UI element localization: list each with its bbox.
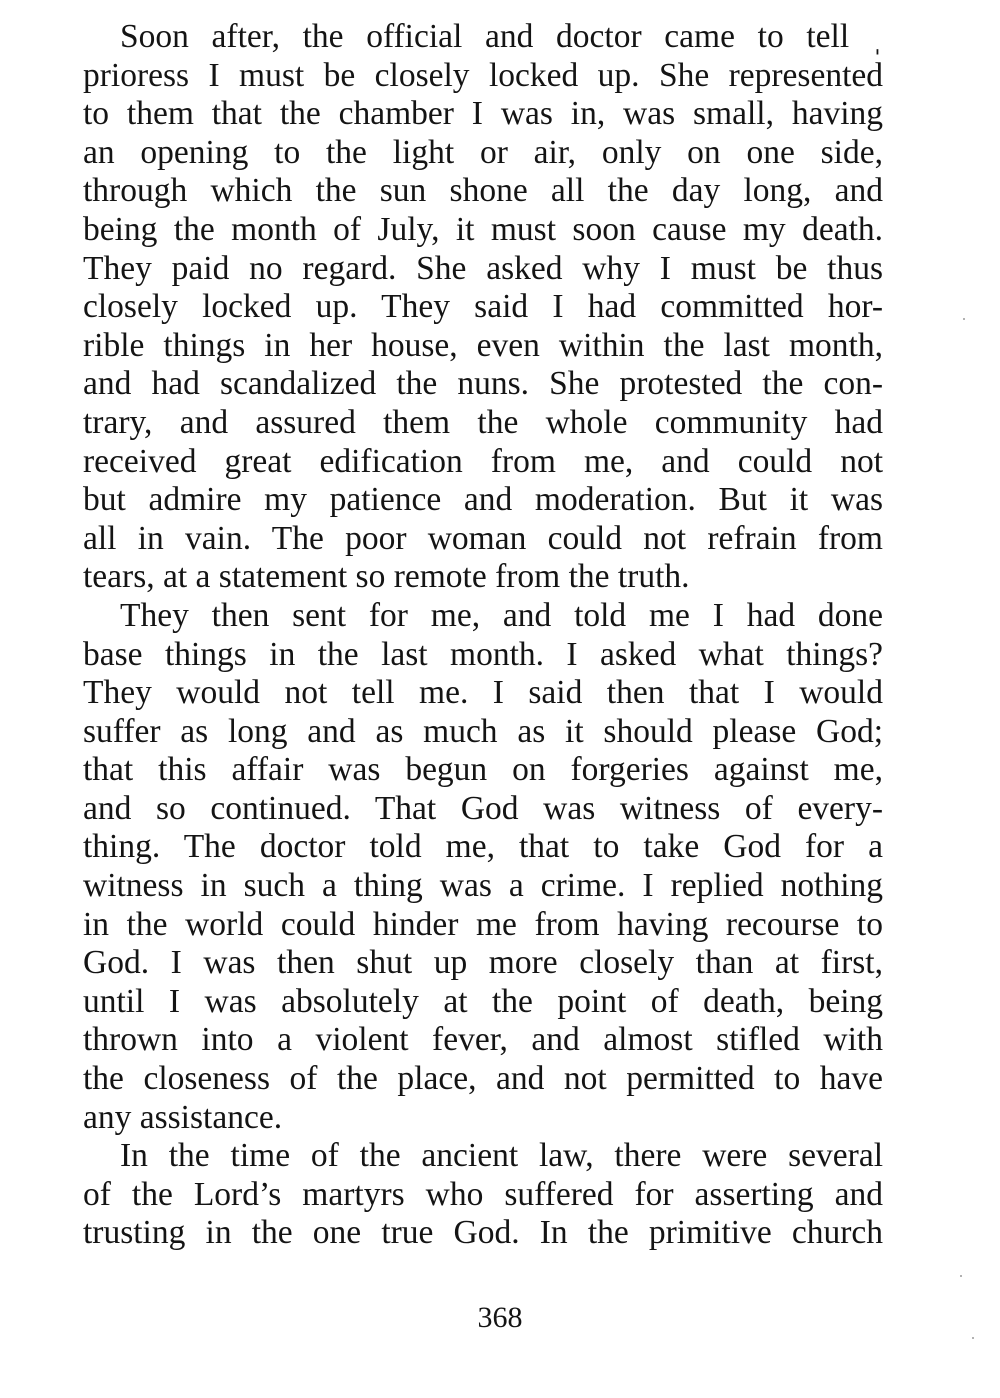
text-line: but admire my patience and moderation. But it was [83,481,883,519]
text-line: that this affair was begun on forgeries against me, [83,751,883,789]
text-line: witness in such a thing was a crime. I replied nothing [83,867,883,905]
text-line: an opening to the light or air, only on one side, [83,133,883,171]
text-line: tears, at a statement so remote from the truth. [83,558,690,596]
text-line: trary, and assured them the whole community had [83,403,883,441]
text-line: any assistance. [83,1098,283,1136]
text-line: of the Lord’s martyrs who suffered for asserting and [83,1175,883,1213]
text-line: all in vain. The poor woman could not refrain from [83,519,883,557]
text-line: the closeness of the place, and not permitted to have [83,1060,883,1098]
text-line: until I was absolutely at the point of death, being [83,982,883,1020]
scan-speck [963,318,965,320]
text-line: Soon after, the official and doctor came to tell ˌ [120,18,883,55]
paragraph [83,597,883,1137]
text-line: in the world could hinder me from having recourse to [83,905,883,943]
text-line: and so continued. That God was witness of every- [83,789,883,827]
paragraph [83,1137,883,1253]
text-line: being the month of July, it must soon cause my death. [83,210,883,248]
text-line: base things in the last month. I asked what things? [83,635,883,673]
text-line: thing. The doctor told me, that to take God for a [83,828,883,866]
text-line: They would not tell me. I said then that I would [83,674,883,712]
text-line: They then sent for me, and told me I had done [120,596,883,634]
text-line: received great edification from me, and could not [83,442,883,480]
text-line: In the time of the ancient law, there were several [120,1137,883,1175]
page-number: 368 [477,1301,523,1334]
paragraph [83,18,883,597]
text-line: thrown into a violent fever, and almost stifled with [83,1021,883,1059]
text-line: They paid no regard. She asked why I must be thus [83,249,883,287]
text-line: rible things in her house, even within the last month, [83,326,883,364]
text-line: to them that the chamber I was in, was small, having [83,95,883,133]
scan-speck [960,1275,962,1277]
text-line: and had scandalized the nuns. She protested the con- [83,365,883,403]
text-line: closely locked up. They said I had committed hor- [83,288,883,326]
body-text [83,18,883,1253]
text-line: God. I was then shut up more closely than at first, [83,944,883,982]
text-line: through which the sun shone all the day long, and [83,172,883,210]
text-line: trusting in the one true God. In the primitive church [83,1214,883,1252]
scan-speck [972,1337,974,1339]
text-line: prioress I must be closely locked up. She represented [83,56,883,94]
text-line: suffer as long and as much as it should please God; [83,712,883,750]
